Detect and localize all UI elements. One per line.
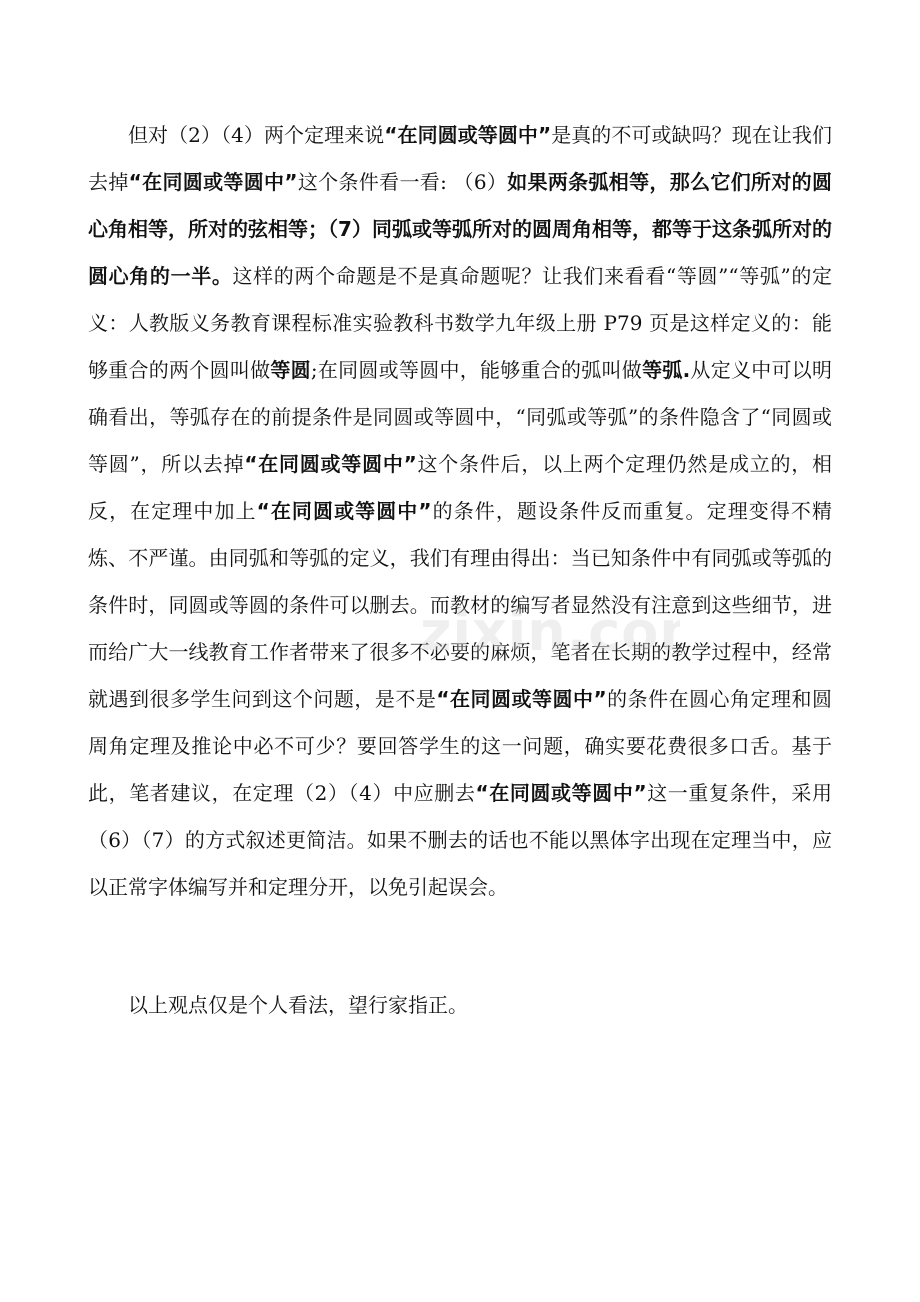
text-run: 但对（2）（4）两个定理来说 (128, 123, 385, 147)
bold-phrase: “在同圆或等圆中” (128, 170, 298, 194)
text-run: 的条件，题设条件反而重复。定理变得不精炼、不严谨。由同弧和等弧的定义，我们有理由得出：当已知条件中有同弧或等弧的条件时，同圆或等圆的条件可以删去。而教材的编写者显然没有注意到这些细节，进而给广大一线教育工作者带来了很多不必要的麻烦，笔者在长期的教学过程中，经常就遇到很多学生问到这个问题，是不是 (88, 499, 833, 711)
text-run: 这个条件看一看: （6） (297, 170, 508, 194)
paragraph-main (88, 112, 832, 911)
bold-phrase: “在同圆或等圆中” (436, 687, 607, 711)
text-run: ;在同圆或等圆中，能够重合的弧叫做 (310, 358, 643, 382)
bold-phrase: “在同圆或等圆中” (384, 123, 552, 147)
svg-text:zixin.com.cn: zixin.co (420, 600, 660, 663)
text-run: 这个条件后，以上两个定理仍然是成立的，相反，在定理中加上 (88, 452, 833, 523)
bold-phrase: “在同圆或等圆中” (475, 781, 647, 805)
paragraph-closing: 以上观点仅是个人看法，望行家指正。 (128, 993, 468, 1017)
bold-proposition: 如果两条弧相等，那么它们所对的圆心角相等，所对的弦相等；（7）同弧或等弧所对的圆周角相等，都等于这条弧所对的圆心角的一半。 (88, 170, 833, 288)
bold-phrase: “在同圆或等圆中” (244, 452, 417, 476)
text-run: 从定义中可以明确看出，等弧存在的前提条件是同圆或等圆中，“同弧或等弧”的条件隐含了“同圆或等圆”，所以去掉 (88, 358, 833, 476)
text-run: 的条件在圆心角定理和圆周角定理及推论中必不可少？要回答学生的这一问题，确实要花费很多口舌。基于此，笔者建议，在定理（2）（4）中应删去 (88, 687, 833, 805)
body-text (88, 112, 832, 911)
text-run: 这一重复条件，采用（6）（7）的方式叙述更简洁。如果不删去的话也不能以黑体字出现在定理当中，应以正常字体编写并和定理分开，以免引起误会。 (88, 781, 833, 899)
bold-term-equal-arc: 等弧. (642, 358, 691, 382)
bold-term-equal-circle: 等圆 (270, 358, 311, 382)
text-run: 是真的不可或缺吗？现在让我们去掉 (88, 123, 832, 194)
bold-phrase: “在同圆或等圆中” (256, 499, 432, 523)
text-run: 这样的两个命题是不是真命题呢？让我们来看看“等圆”“等弧”的定义：人教版义务教育课程标准实验教科书数学九年级上册 P79 页是这样定义的：能够重合的两个圆叫做 (88, 264, 833, 382)
